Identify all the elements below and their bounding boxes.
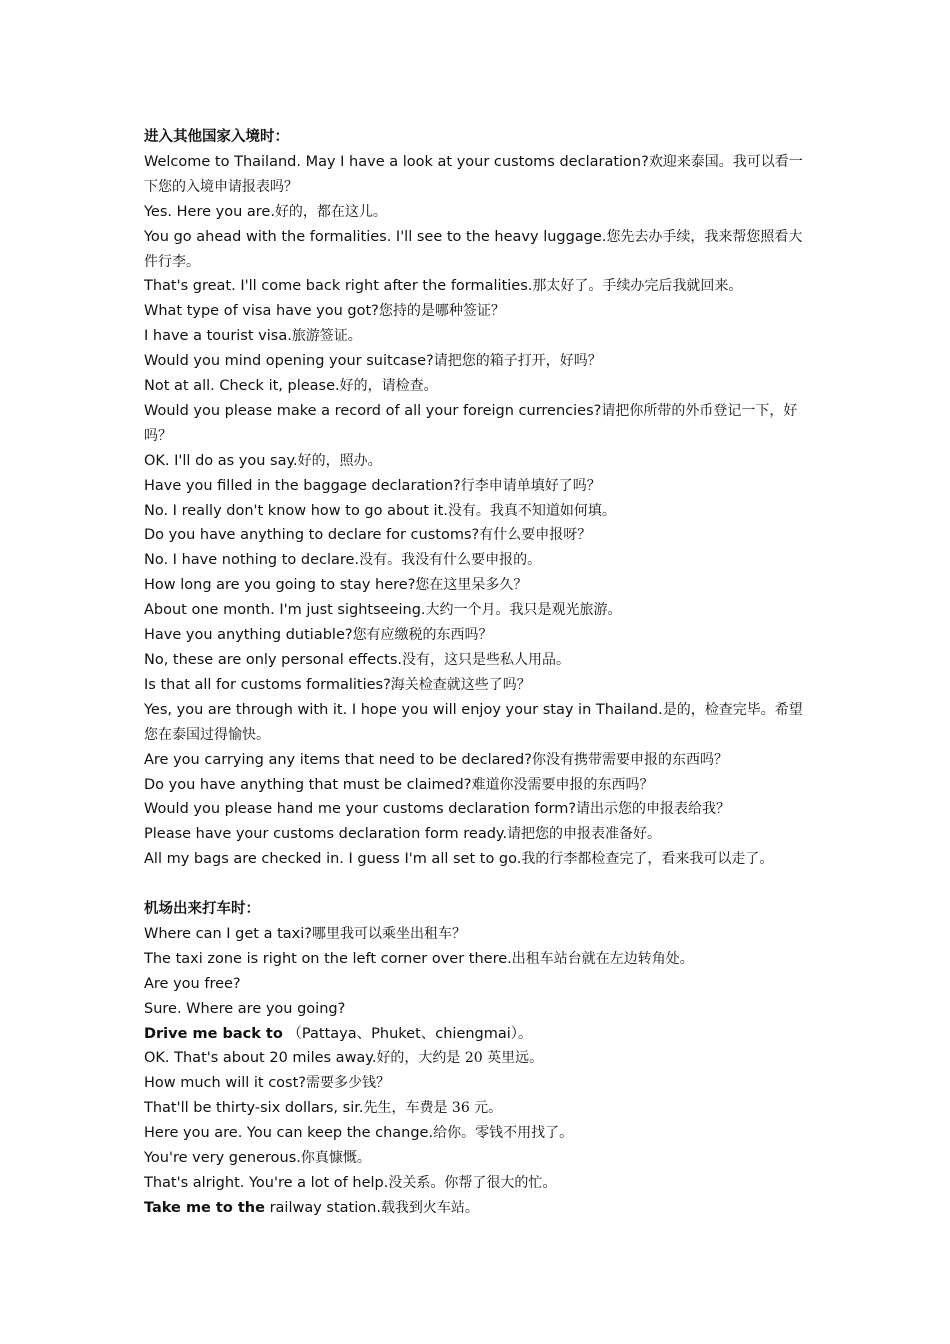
english-text: Please have your customs declaration form ready. xyxy=(144,826,508,843)
english-text: Have you filled in the baggage declaration? xyxy=(144,477,461,494)
english-text: （Pattaya、Phuket、chiengmai）。 xyxy=(282,1025,533,1042)
section-heading-taxi: 机场出来打车时： xyxy=(144,901,260,918)
english-text: How much will it cost? xyxy=(144,1075,306,1092)
english-text: Not at all. Check it, please. xyxy=(144,378,340,395)
chinese-translation: 您在这里呆多久？ xyxy=(415,577,528,594)
chinese-translation: 好的，大约是 20 英里远。 xyxy=(376,1050,544,1067)
dialogue-line xyxy=(144,947,812,972)
dialogue-line xyxy=(144,374,812,399)
section-heading-customs: 进入其他国家入境时： xyxy=(144,129,289,145)
dialogue-line xyxy=(144,1022,812,1047)
dialogue-line xyxy=(144,573,812,598)
dialogue-line xyxy=(144,274,812,299)
english-text: All my bags are checked in. I guess I'm all set to go. xyxy=(144,851,522,868)
chinese-translation: 欢迎来泰国。我可以看一下您的入境申请报表吗？ xyxy=(144,153,803,195)
chinese-translation: 您先去办手续，我来帮您照看大件行李。 xyxy=(144,228,803,270)
chinese-translation: 您有应缴税的东西吗？ xyxy=(352,627,493,644)
chinese-translation: 需要多少钱？ xyxy=(306,1075,390,1092)
chinese-translation: 是的，检查完毕。希望您在泰国过得愉快。 xyxy=(144,701,803,743)
chinese-translation: 哪里我可以乘坐出租车？ xyxy=(311,925,466,942)
section-gap xyxy=(144,872,812,897)
dialogue-line xyxy=(144,349,812,374)
english-text: No, these are only personal effects. xyxy=(144,652,403,669)
bold-phrase: Drive me back to xyxy=(144,1025,283,1042)
dialogue-line xyxy=(144,797,812,822)
chinese-translation: 难道你没需要申报的东西吗？ xyxy=(471,776,654,793)
english-text: Would you mind opening your suitcase? xyxy=(144,353,434,370)
dialogue-line xyxy=(144,623,812,648)
chinese-translation: 请把您的箱子打开，好吗？ xyxy=(433,353,602,370)
english-text: Yes. Here you are. xyxy=(144,203,275,220)
dialogue-line xyxy=(144,1071,812,1096)
dialogue-line xyxy=(144,822,812,847)
english-text: Welcome to Thailand. May I have a look at your customs declaration? xyxy=(144,153,649,170)
chinese-translation: 有什么要申报呀？ xyxy=(479,527,592,544)
english-text: Yes, you are through with it. I hope you will enjoy your stay in Thailand. xyxy=(144,701,663,718)
chinese-translation: 没关系。你帮了很大的忙。 xyxy=(388,1175,557,1192)
english-text: Here you are. You can keep the change. xyxy=(144,1125,434,1142)
dialogue-line xyxy=(144,1146,812,1171)
chinese-translation: 海关检查就这些了吗？ xyxy=(390,676,531,693)
dialogue-line xyxy=(144,847,812,872)
document-content xyxy=(144,125,812,1221)
english-text: You're very generous. xyxy=(144,1150,301,1167)
chinese-translation: 没有。我没有什么要申报的。 xyxy=(359,552,542,569)
english-text: Is that all for customs formalities? xyxy=(144,676,391,693)
chinese-translation: 载我到火车站。 xyxy=(380,1199,479,1216)
english-text: Are you free? xyxy=(144,975,241,992)
chinese-translation: 好的，照办。 xyxy=(297,452,382,469)
english-text: Would you please make a record of all your foreign currencies? xyxy=(144,402,602,419)
chinese-translation: 没有。我真不知道如何填。 xyxy=(447,502,616,519)
dialogue-line xyxy=(144,200,812,225)
english-text: Where can I get a taxi? xyxy=(144,925,312,942)
dialogue-line xyxy=(144,922,812,947)
chinese-translation: 请把你所带的外币登记一下，好吗？ xyxy=(144,402,798,444)
chinese-translation: 好的，请检查。 xyxy=(339,378,438,395)
dialogue-line xyxy=(144,648,812,673)
dialogue-line xyxy=(144,150,812,200)
chinese-translation: 您持的是哪种签证？ xyxy=(378,303,505,320)
chinese-translation: 你没有携带需要申报的东西吗？ xyxy=(531,751,728,768)
chinese-translation: 行李申请单填好了吗？ xyxy=(460,477,601,494)
dialogue-line xyxy=(144,598,812,623)
english-text: The taxi zone is right on the left corner over there. xyxy=(144,950,512,967)
chinese-translation: 先生，车费是 36 元。 xyxy=(363,1100,503,1117)
dialogue-line xyxy=(144,299,812,324)
dialogue-line xyxy=(144,399,812,449)
dialogue-line xyxy=(144,972,812,997)
english-text: No. I really don't know how to go about it. xyxy=(144,502,448,519)
dialogue-line xyxy=(144,523,812,548)
chinese-translation: 请出示您的申报表给我？ xyxy=(576,801,731,818)
english-text: I have a tourist visa. xyxy=(144,328,292,345)
dialogue-line xyxy=(144,1046,812,1071)
customs-dialogue xyxy=(144,150,812,872)
dialogue-line xyxy=(144,997,812,1022)
chinese-translation: 请把您的申报表准备好。 xyxy=(507,826,662,843)
dialogue-line xyxy=(144,1121,812,1146)
chinese-translation: 大约一个月。我只是观光旅游。 xyxy=(425,602,622,619)
english-text: OK. That's about 20 miles away. xyxy=(144,1050,377,1067)
dialogue-line xyxy=(144,773,812,798)
dialogue-line xyxy=(144,449,812,474)
dialogue-line xyxy=(144,748,812,773)
dialogue-line xyxy=(144,474,812,499)
english-text: No. I have nothing to declare. xyxy=(144,552,360,569)
chinese-translation: 我的行李都检查完了，看来我可以走了。 xyxy=(521,851,774,868)
english-text: Have you anything dutiable? xyxy=(144,627,353,644)
chinese-translation: 好的，都在这儿。 xyxy=(274,203,387,220)
taxi-dialogue xyxy=(144,922,812,1221)
dialogue-line xyxy=(144,673,812,698)
chinese-translation: 给你。零钱不用找了。 xyxy=(433,1125,574,1142)
english-text: That's great. I'll come back right after the formalities. xyxy=(144,278,533,295)
dialogue-line xyxy=(144,548,812,573)
english-text: Sure. Where are you going? xyxy=(144,1000,346,1017)
english-text: railway station. xyxy=(264,1199,381,1216)
english-text: That'll be thirty-six dollars, sir. xyxy=(144,1100,364,1117)
english-text: Do you have anything to declare for customs? xyxy=(144,527,480,544)
english-text: How long are you going to stay here? xyxy=(144,577,416,594)
dialogue-line xyxy=(144,1196,812,1221)
chinese-translation: 你真慷慨。 xyxy=(300,1150,371,1167)
dialogue-line xyxy=(144,1096,812,1121)
chinese-translation: 旅游签证。 xyxy=(291,328,362,345)
english-text: About one month. I'm just sightseeing. xyxy=(144,602,426,619)
english-text: What type of visa have you got? xyxy=(144,303,379,320)
english-text: You go ahead with the formalities. I'll see to the heavy luggage. xyxy=(144,228,607,245)
english-text: That's alright. You're a lot of help. xyxy=(144,1175,389,1192)
bold-phrase: Take me to the xyxy=(144,1199,265,1216)
dialogue-line xyxy=(144,1171,812,1196)
dialogue-line xyxy=(144,698,812,748)
english-text: Would you please hand me your customs declaration form? xyxy=(144,801,577,818)
english-text: OK. I'll do as you say. xyxy=(144,452,298,469)
english-text: Are you carrying any items that need to be declared? xyxy=(144,751,532,768)
dialogue-line xyxy=(144,324,812,349)
dialogue-line xyxy=(144,225,812,275)
chinese-translation: 出租车站台就在左边转角处。 xyxy=(511,950,694,967)
english-text: Do you have anything that must be claimed? xyxy=(144,776,472,793)
chinese-translation: 没有，这只是些私人用品。 xyxy=(402,652,571,669)
chinese-translation: 那太好了。手续办完后我就回来。 xyxy=(532,278,743,295)
dialogue-line xyxy=(144,499,812,524)
